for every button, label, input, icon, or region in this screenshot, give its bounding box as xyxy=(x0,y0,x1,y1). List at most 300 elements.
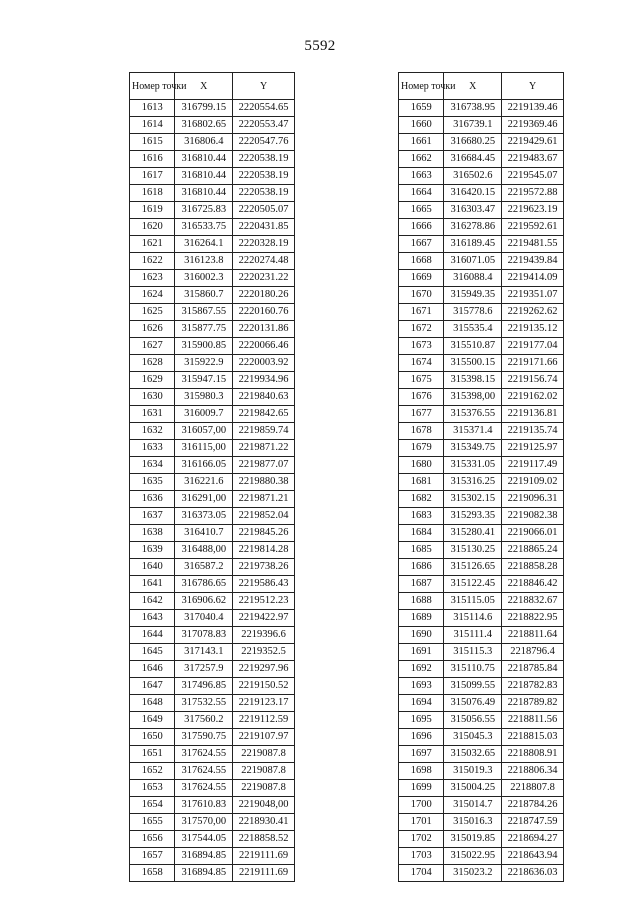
point-number-cell: 1700 xyxy=(399,797,444,814)
x-cell: 316166.05 xyxy=(175,457,233,474)
y-cell: 2220554.65 xyxy=(233,100,295,117)
x-cell: 315099.55 xyxy=(444,678,502,695)
table-row xyxy=(130,440,295,457)
table-row xyxy=(130,321,295,338)
point-number-cell: 1646 xyxy=(130,661,175,678)
point-number-cell: 1703 xyxy=(399,848,444,865)
point-number-cell: 1636 xyxy=(130,491,175,508)
x-cell: 316278.86 xyxy=(444,219,502,236)
x-cell: 316894.85 xyxy=(175,865,233,882)
point-number-cell: 1666 xyxy=(399,219,444,236)
x-cell: 315316.25 xyxy=(444,474,502,491)
x-cell: 316810.44 xyxy=(175,185,233,202)
y-cell: 2219877.07 xyxy=(233,457,295,474)
x-cell: 315122.45 xyxy=(444,576,502,593)
table-row xyxy=(399,253,564,270)
y-cell: 2218747.59 xyxy=(502,814,564,831)
y-cell: 2219087.8 xyxy=(233,746,295,763)
table-row xyxy=(399,491,564,508)
x-cell: 315045.3 xyxy=(444,729,502,746)
point-number-cell: 1642 xyxy=(130,593,175,610)
y-cell: 2220003.92 xyxy=(233,355,295,372)
point-number-cell: 1693 xyxy=(399,678,444,695)
y-cell: 2218785.84 xyxy=(502,661,564,678)
x-cell: 315115.3 xyxy=(444,644,502,661)
x-cell: 316810.44 xyxy=(175,151,233,168)
table-row xyxy=(130,593,295,610)
x-cell: 315398,00 xyxy=(444,389,502,406)
table-row xyxy=(399,729,564,746)
table-row xyxy=(399,406,564,423)
table-row xyxy=(130,287,295,304)
x-cell: 316123.8 xyxy=(175,253,233,270)
table-row xyxy=(399,202,564,219)
table-row xyxy=(399,746,564,763)
table-row xyxy=(130,712,295,729)
point-number-cell: 1664 xyxy=(399,185,444,202)
y-cell: 2219150.52 xyxy=(233,678,295,695)
table-row xyxy=(130,151,295,168)
table-row xyxy=(130,542,295,559)
x-cell: 315949.35 xyxy=(444,287,502,304)
x-cell: 315016.3 xyxy=(444,814,502,831)
x-cell: 316373.05 xyxy=(175,508,233,525)
x-cell: 315500.15 xyxy=(444,355,502,372)
table-row xyxy=(399,780,564,797)
y-cell: 2219082.38 xyxy=(502,508,564,525)
y-cell: 2219107.97 xyxy=(233,729,295,746)
x-cell: 316303.47 xyxy=(444,202,502,219)
x-cell: 316587.2 xyxy=(175,559,233,576)
table-row xyxy=(130,848,295,865)
header-y: Y xyxy=(233,73,295,100)
x-cell: 317040.4 xyxy=(175,610,233,627)
y-cell: 2220553.47 xyxy=(233,117,295,134)
point-number-cell: 1695 xyxy=(399,712,444,729)
point-number-cell: 1670 xyxy=(399,287,444,304)
y-cell: 2219177.04 xyxy=(502,338,564,355)
y-cell: 2218796.4 xyxy=(502,644,564,661)
y-cell: 2219481.55 xyxy=(502,236,564,253)
y-cell: 2218782.83 xyxy=(502,678,564,695)
point-number-cell: 1654 xyxy=(130,797,175,814)
table-row xyxy=(130,474,295,491)
x-cell: 315376.55 xyxy=(444,406,502,423)
x-cell: 315130.25 xyxy=(444,542,502,559)
y-cell: 2219572.88 xyxy=(502,185,564,202)
table-row xyxy=(130,355,295,372)
point-number-cell: 1631 xyxy=(130,406,175,423)
table-row xyxy=(399,355,564,372)
point-number-cell: 1643 xyxy=(130,610,175,627)
point-number-cell: 1660 xyxy=(399,117,444,134)
table-row xyxy=(130,423,295,440)
x-cell: 316488,00 xyxy=(175,542,233,559)
y-cell: 2219396.6 xyxy=(233,627,295,644)
point-number-cell: 1697 xyxy=(399,746,444,763)
point-number-cell: 1698 xyxy=(399,763,444,780)
y-cell: 2219156.74 xyxy=(502,372,564,389)
x-cell: 315022.95 xyxy=(444,848,502,865)
y-cell: 2219852.04 xyxy=(233,508,295,525)
point-number-cell: 1694 xyxy=(399,695,444,712)
x-cell: 315331.05 xyxy=(444,457,502,474)
point-number-cell: 1676 xyxy=(399,389,444,406)
point-number-cell: 1649 xyxy=(130,712,175,729)
point-number-cell: 1661 xyxy=(399,134,444,151)
point-number-cell: 1651 xyxy=(130,746,175,763)
point-number-cell: 1691 xyxy=(399,644,444,661)
point-number-cell: 1686 xyxy=(399,559,444,576)
table-row xyxy=(130,831,295,848)
y-cell: 2219592.61 xyxy=(502,219,564,236)
point-number-cell: 1635 xyxy=(130,474,175,491)
table-row xyxy=(130,678,295,695)
x-cell: 315510.87 xyxy=(444,338,502,355)
x-cell: 317624.55 xyxy=(175,746,233,763)
point-number-cell: 1667 xyxy=(399,236,444,253)
y-cell: 2219439.84 xyxy=(502,253,564,270)
x-cell: 316264.1 xyxy=(175,236,233,253)
point-number-cell: 1659 xyxy=(399,100,444,117)
x-cell: 315867.55 xyxy=(175,304,233,321)
x-cell: 316221.6 xyxy=(175,474,233,491)
point-number-cell: 1632 xyxy=(130,423,175,440)
table-row xyxy=(399,236,564,253)
table-row xyxy=(130,491,295,508)
table-row xyxy=(130,746,295,763)
table-row xyxy=(130,508,295,525)
x-cell: 315014.7 xyxy=(444,797,502,814)
y-cell: 2218811.64 xyxy=(502,627,564,644)
y-cell: 2219738.26 xyxy=(233,559,295,576)
y-cell: 2219483.67 xyxy=(502,151,564,168)
table-row xyxy=(399,559,564,576)
x-cell: 315877.75 xyxy=(175,321,233,338)
point-number-cell: 1633 xyxy=(130,440,175,457)
point-number-cell: 1628 xyxy=(130,355,175,372)
table-row xyxy=(399,134,564,151)
x-cell: 316806.4 xyxy=(175,134,233,151)
x-cell: 316410.7 xyxy=(175,525,233,542)
table-row xyxy=(130,644,295,661)
y-cell: 2218643.94 xyxy=(502,848,564,865)
point-number-cell: 1623 xyxy=(130,270,175,287)
x-cell: 315302.15 xyxy=(444,491,502,508)
x-cell: 315922.9 xyxy=(175,355,233,372)
y-cell: 2220538.19 xyxy=(233,185,295,202)
table-row xyxy=(399,151,564,168)
point-number-cell: 1625 xyxy=(130,304,175,321)
y-cell: 2218846.42 xyxy=(502,576,564,593)
y-cell: 2219814.28 xyxy=(233,542,295,559)
table-row xyxy=(399,593,564,610)
point-number-cell: 1621 xyxy=(130,236,175,253)
coordinates-table-right xyxy=(398,72,564,882)
point-number-cell: 1685 xyxy=(399,542,444,559)
x-cell: 316894.85 xyxy=(175,848,233,865)
x-cell: 316291,00 xyxy=(175,491,233,508)
y-cell: 2219352.5 xyxy=(233,644,295,661)
point-number-cell: 1656 xyxy=(130,831,175,848)
table-row xyxy=(399,287,564,304)
x-cell: 316725.83 xyxy=(175,202,233,219)
point-number-cell: 1626 xyxy=(130,321,175,338)
y-cell: 2220538.19 xyxy=(233,168,295,185)
x-cell: 316071.05 xyxy=(444,253,502,270)
x-cell: 317496.85 xyxy=(175,678,233,695)
point-number-cell: 1665 xyxy=(399,202,444,219)
x-cell: 316002.3 xyxy=(175,270,233,287)
y-cell: 2218789.82 xyxy=(502,695,564,712)
y-cell: 2218865.24 xyxy=(502,542,564,559)
point-number-cell: 1618 xyxy=(130,185,175,202)
point-number-cell: 1692 xyxy=(399,661,444,678)
x-cell: 317143.1 xyxy=(175,644,233,661)
x-cell: 315860.7 xyxy=(175,287,233,304)
y-cell: 2218808.91 xyxy=(502,746,564,763)
y-cell: 2219087.8 xyxy=(233,780,295,797)
y-cell: 2219171.66 xyxy=(502,355,564,372)
table-row xyxy=(399,423,564,440)
table-row xyxy=(399,372,564,389)
y-cell: 2219087.8 xyxy=(233,763,295,780)
table-row xyxy=(399,814,564,831)
x-cell: 316810.44 xyxy=(175,168,233,185)
table-row xyxy=(130,780,295,797)
x-cell: 317532.55 xyxy=(175,695,233,712)
y-cell: 2220131.86 xyxy=(233,321,295,338)
table-row xyxy=(130,865,295,882)
point-number-cell: 1689 xyxy=(399,610,444,627)
point-number-cell: 1613 xyxy=(130,100,175,117)
point-number-cell: 1684 xyxy=(399,525,444,542)
y-cell: 2218930.41 xyxy=(233,814,295,831)
x-cell: 315115.05 xyxy=(444,593,502,610)
table-row xyxy=(130,253,295,270)
y-cell: 2219123.17 xyxy=(233,695,295,712)
table-row xyxy=(130,729,295,746)
point-number-cell: 1647 xyxy=(130,678,175,695)
table-row xyxy=(130,117,295,134)
point-number-cell: 1639 xyxy=(130,542,175,559)
point-number-cell: 1640 xyxy=(130,559,175,576)
table-row xyxy=(399,712,564,729)
point-number-cell: 1690 xyxy=(399,627,444,644)
point-number-cell: 1680 xyxy=(399,457,444,474)
point-number-cell: 1655 xyxy=(130,814,175,831)
point-number-cell: 1658 xyxy=(130,865,175,882)
y-cell: 2218822.95 xyxy=(502,610,564,627)
table-row xyxy=(130,457,295,474)
table-row xyxy=(399,831,564,848)
y-cell: 2219066.01 xyxy=(502,525,564,542)
table-row xyxy=(130,814,295,831)
x-cell: 316189.45 xyxy=(444,236,502,253)
point-number-cell: 1678 xyxy=(399,423,444,440)
y-cell: 2219135.74 xyxy=(502,423,564,440)
y-cell: 2219262.62 xyxy=(502,304,564,321)
table-row xyxy=(399,644,564,661)
point-number-cell: 1627 xyxy=(130,338,175,355)
point-number-cell: 1704 xyxy=(399,865,444,882)
y-cell: 2219048,00 xyxy=(233,797,295,814)
point-number-cell: 1669 xyxy=(399,270,444,287)
table-row xyxy=(130,185,295,202)
table-row xyxy=(399,117,564,134)
point-number-cell: 1648 xyxy=(130,695,175,712)
point-number-cell: 1671 xyxy=(399,304,444,321)
table-row xyxy=(130,525,295,542)
table-row xyxy=(399,389,564,406)
point-number-cell: 1701 xyxy=(399,814,444,831)
y-cell: 2219351.07 xyxy=(502,287,564,304)
x-cell: 317610.83 xyxy=(175,797,233,814)
point-number-cell: 1662 xyxy=(399,151,444,168)
point-number-cell: 1679 xyxy=(399,440,444,457)
table-header-row xyxy=(399,73,564,100)
x-cell: 315947.15 xyxy=(175,372,233,389)
table-row xyxy=(130,576,295,593)
x-cell: 315019.85 xyxy=(444,831,502,848)
x-cell: 316057,00 xyxy=(175,423,233,440)
y-cell: 2219109.02 xyxy=(502,474,564,491)
table-row xyxy=(130,661,295,678)
table-row xyxy=(399,338,564,355)
point-number-cell: 1673 xyxy=(399,338,444,355)
x-cell: 317590.75 xyxy=(175,729,233,746)
point-number-cell: 1702 xyxy=(399,831,444,848)
x-cell: 315114.6 xyxy=(444,610,502,627)
table-row xyxy=(130,338,295,355)
point-number-cell: 1620 xyxy=(130,219,175,236)
table-row xyxy=(130,202,295,219)
y-cell: 2219135.12 xyxy=(502,321,564,338)
table-row xyxy=(399,270,564,287)
y-cell: 2219096.31 xyxy=(502,491,564,508)
point-number-cell: 1622 xyxy=(130,253,175,270)
y-cell: 2218784.26 xyxy=(502,797,564,814)
coordinates-table-left xyxy=(129,72,295,882)
table-row xyxy=(130,372,295,389)
header-x: X xyxy=(175,73,233,100)
y-cell: 2218858.28 xyxy=(502,559,564,576)
x-cell: 317078.83 xyxy=(175,627,233,644)
point-number-cell: 1696 xyxy=(399,729,444,746)
y-cell: 2218806.34 xyxy=(502,763,564,780)
x-cell: 316115,00 xyxy=(175,440,233,457)
x-cell: 315111.4 xyxy=(444,627,502,644)
y-cell: 2218815.03 xyxy=(502,729,564,746)
table-row xyxy=(130,610,295,627)
x-cell: 315110.75 xyxy=(444,661,502,678)
table-row xyxy=(399,610,564,627)
x-cell: 315778.6 xyxy=(444,304,502,321)
table-row xyxy=(130,389,295,406)
x-cell: 315056.55 xyxy=(444,712,502,729)
y-cell: 2219136.81 xyxy=(502,406,564,423)
point-number-cell: 1672 xyxy=(399,321,444,338)
point-number-cell: 1652 xyxy=(130,763,175,780)
table-row xyxy=(130,168,295,185)
x-cell: 315076.49 xyxy=(444,695,502,712)
x-cell: 317624.55 xyxy=(175,780,233,797)
x-cell: 315019.3 xyxy=(444,763,502,780)
point-number-cell: 1616 xyxy=(130,151,175,168)
y-cell: 2219586.43 xyxy=(233,576,295,593)
header-y: Y xyxy=(502,73,564,100)
point-number-cell: 1637 xyxy=(130,508,175,525)
x-cell: 316738.95 xyxy=(444,100,502,117)
table-row xyxy=(399,678,564,695)
table-row xyxy=(399,321,564,338)
y-cell: 2220231.22 xyxy=(233,270,295,287)
point-number-cell: 1653 xyxy=(130,780,175,797)
x-cell: 316420.15 xyxy=(444,185,502,202)
table-row xyxy=(399,661,564,678)
x-cell: 315032.65 xyxy=(444,746,502,763)
point-number-cell: 1699 xyxy=(399,780,444,797)
x-cell: 316533.75 xyxy=(175,219,233,236)
x-cell: 315371.4 xyxy=(444,423,502,440)
x-cell: 316680.25 xyxy=(444,134,502,151)
table-row xyxy=(399,695,564,712)
table-row xyxy=(399,627,564,644)
point-number-cell: 1629 xyxy=(130,372,175,389)
y-cell: 2220180.26 xyxy=(233,287,295,304)
x-cell: 317560.2 xyxy=(175,712,233,729)
x-cell: 315349.75 xyxy=(444,440,502,457)
y-cell: 2219111.69 xyxy=(233,865,295,882)
x-cell: 315293.35 xyxy=(444,508,502,525)
table-row xyxy=(130,100,295,117)
x-cell: 317570,00 xyxy=(175,814,233,831)
table-row xyxy=(130,627,295,644)
table-row xyxy=(130,304,295,321)
y-cell: 2220328.19 xyxy=(233,236,295,253)
x-cell: 316799.15 xyxy=(175,100,233,117)
point-number-cell: 1634 xyxy=(130,457,175,474)
y-cell: 2219422.97 xyxy=(233,610,295,627)
point-number-cell: 1617 xyxy=(130,168,175,185)
table-row xyxy=(399,508,564,525)
y-cell: 2220160.76 xyxy=(233,304,295,321)
y-cell: 2219545.07 xyxy=(502,168,564,185)
table-row xyxy=(130,763,295,780)
x-cell: 316502.6 xyxy=(444,168,502,185)
point-number-cell: 1615 xyxy=(130,134,175,151)
table-row xyxy=(130,695,295,712)
y-cell: 2218832.67 xyxy=(502,593,564,610)
y-cell: 2220547.76 xyxy=(233,134,295,151)
y-cell: 2220505.07 xyxy=(233,202,295,219)
point-number-cell: 1650 xyxy=(130,729,175,746)
x-cell: 316088.4 xyxy=(444,270,502,287)
table-header-row xyxy=(130,73,295,100)
table-row xyxy=(399,440,564,457)
point-number-cell: 1657 xyxy=(130,848,175,865)
y-cell: 2219934.96 xyxy=(233,372,295,389)
point-number-cell: 1630 xyxy=(130,389,175,406)
x-cell: 316684.45 xyxy=(444,151,502,168)
table-row xyxy=(399,763,564,780)
point-number-cell: 1645 xyxy=(130,644,175,661)
y-cell: 2219859.74 xyxy=(233,423,295,440)
y-cell: 2219880.38 xyxy=(233,474,295,491)
y-cell: 2219871.22 xyxy=(233,440,295,457)
y-cell: 2219840.63 xyxy=(233,389,295,406)
header-point-number: Номер точки xyxy=(399,73,444,100)
